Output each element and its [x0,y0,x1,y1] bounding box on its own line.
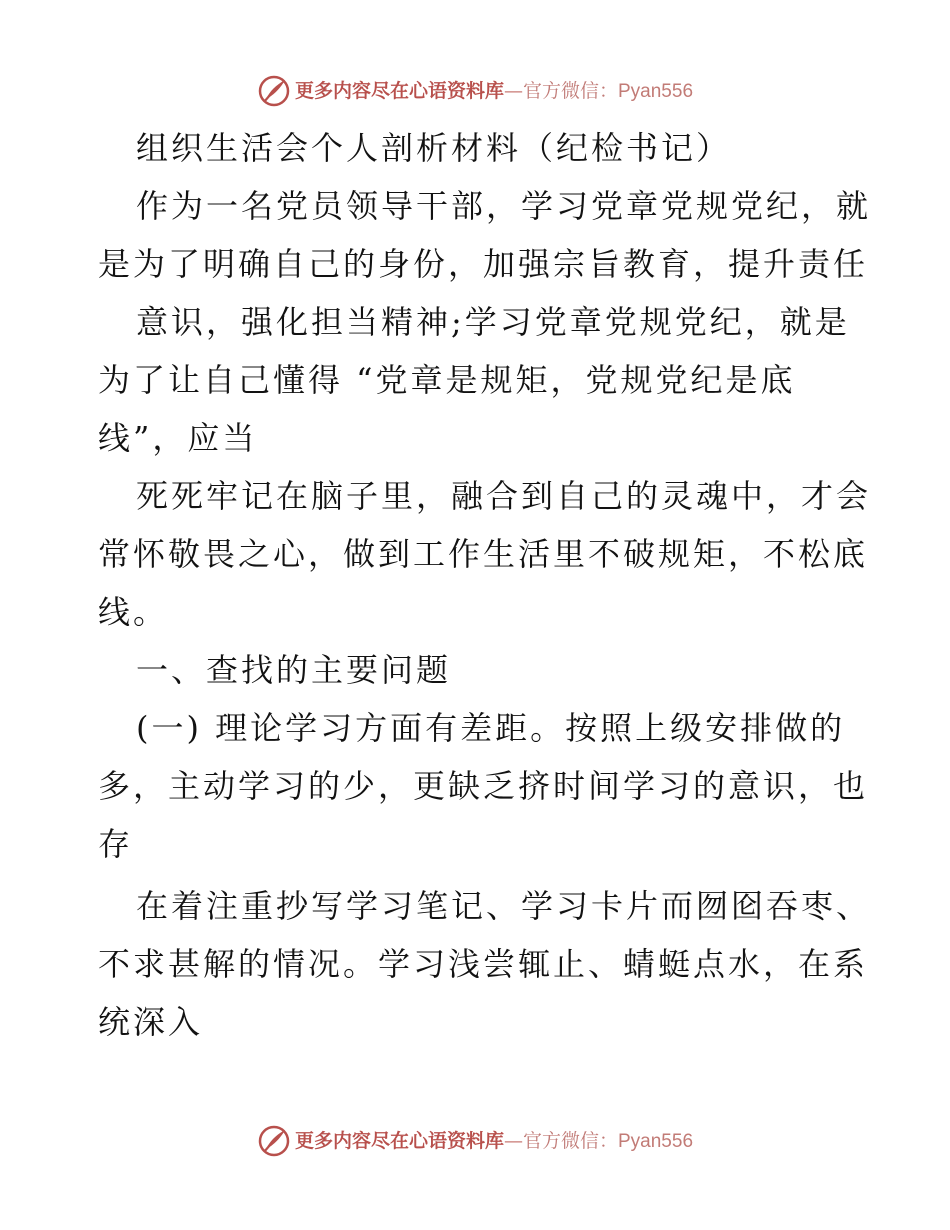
watermark-separator: — [503,1129,523,1152]
paragraph-line: 常怀敬畏之心，做到工作生活里不破规矩，不松底 [98,535,869,573]
paragraph-line: 作为一名党员领导干部，学习党章党规党纪，就 [136,187,872,225]
quill-logo-icon [257,74,291,108]
watermark-text [295,1126,693,1157]
paragraph-line: 存 [98,825,134,863]
watermark-text [295,76,693,107]
paragraph-line: 线。 [98,593,169,631]
paragraph-line: 多，主动学习的少，更缺乏挤时间学习的意识，也 [98,767,869,805]
watermark-brand: 更多内容尽在心语资料库 [294,1129,504,1152]
watermark-label: 官方微信： [522,79,618,102]
quill-logo-icon [257,1124,291,1158]
paragraph-line: 线”，应当 [98,419,258,457]
watermark-separator: — [503,79,523,102]
paragraph-line: 为了让自己懂得 “党章是规矩，党规党纪是底 [98,361,796,399]
header-watermark [0,74,950,108]
paragraph-line: 是为了明确自己的身份，加强宗旨教育，提升责任 [98,245,869,283]
watermark-wechat-id: Pyan556 [618,1130,694,1152]
watermark-label: 官方微信： [522,1129,618,1152]
paragraph-line: 在着注重抄写学习笔记、学习卡片而囫囵吞枣、 [136,887,872,925]
paragraph-line: 统深入 [98,1003,204,1041]
paragraph-line: 不求甚解的情况。学习浅尝辄止、蜻蜓点水，在系 [98,945,869,983]
watermark-wechat-id: Pyan556 [618,80,694,102]
paragraph-line: 死死牢记在脑子里，融合到自己的灵魂中，才会 [136,477,872,515]
footer-watermark [0,1124,950,1158]
watermark-brand: 更多内容尽在心语资料库 [294,79,504,102]
paragraph-line: 意识，强化担当精神;学习党章党规党纪，就是 [136,303,850,341]
paragraph-line: (一) 理论学习方面有差距。按照上级安排做的 [136,709,846,747]
section-heading: 一、查找的主要问题 [136,651,452,689]
document-title: 组织生活会个人剖析材料（纪检书记） [136,129,732,167]
